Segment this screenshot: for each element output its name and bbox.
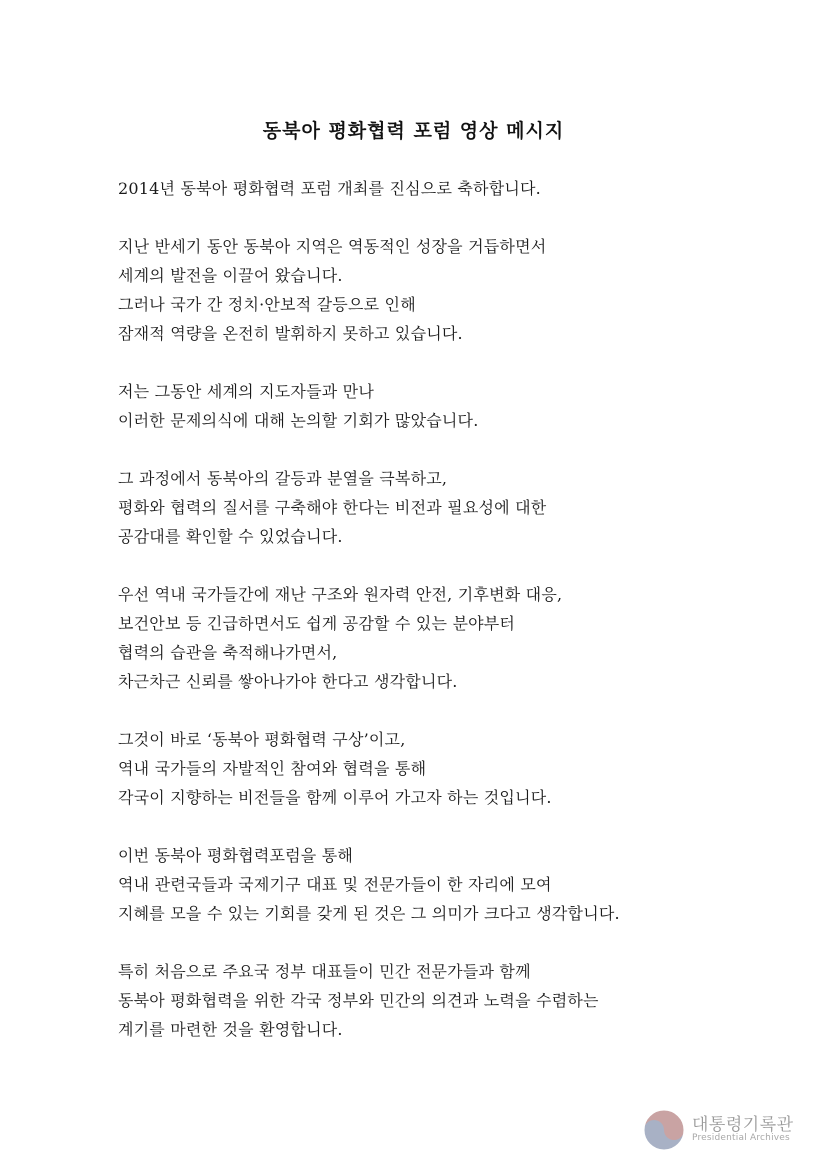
paragraph-2 [118,232,758,348]
text-line: 우선 역내 국가들간에 재난 구조와 원자력 안전, 기후변화 대응, [118,585,563,604]
text-line: 지난 반세기 동안 동북아 지역은 역동적인 성장을 거듭하면서 [118,237,547,256]
archives-label [692,1116,794,1145]
text-line: 이번 동북아 평화협력포럼을 통해 [118,846,354,865]
text-line: 저는 그동안 세계의 지도자들과 만나 [118,382,374,401]
text-line: 잠재적 역량을 온전히 발휘하지 못하고 있습니다. [118,324,463,343]
text-line: 특히 처음으로 주요국 정부 대표들이 민간 전문가들과 함께 [118,962,531,981]
presidential-archives-watermark [642,1106,812,1154]
paragraph-5 [118,580,758,696]
text-line: 차근차근 신뢰를 쌓아나가야 한다고 생각합니다. [118,672,458,691]
text-line: 계기를 마련한 것을 환영합니다. [118,1020,343,1039]
text-line: 2014년 동북아 평화협력 포럼 개최를 진심으로 축하합니다. [118,179,541,198]
paragraph-6 [118,725,758,812]
taegeuk-emblem-icon [642,1108,686,1152]
message-body [118,174,758,1073]
text-line: 평화와 협력의 질서를 구축해야 한다는 비전과 필요성에 대한 [118,498,547,517]
paragraph-7 [118,841,758,928]
text-line: 보건안보 등 긴급하면서도 쉽게 공감할 수 있는 분야부터 [118,614,516,633]
archives-name: 대통령기록관 [692,1114,794,1135]
paragraph-3 [118,377,758,435]
text-line: 이러한 문제의식에 대해 논의할 기회가 많았습니다. [118,411,479,430]
text-line: 역내 국가들의 자발적인 참여와 협력을 통해 [118,759,427,778]
document-title: 동북아 평화협력 포럼 영상 메시지 [262,120,565,142]
archives-subtitle: Presidential Archives [692,1133,790,1144]
text-line: 역내 관련국들과 국제기구 대표 및 전문가들이 한 자리에 모여 [118,875,552,894]
text-line: 각국이 지향하는 비전들을 함께 이루어 가고자 하는 것입니다. [118,788,552,807]
paragraph-8 [118,957,758,1044]
text-line: 그러나 국가 간 정치·안보적 갈등으로 인해 [118,295,416,314]
text-line: 그것이 바로 ‘동북아 평화협력 구상’이고, [118,730,406,749]
paragraph-1 [118,174,758,203]
text-line: 공감대를 확인할 수 있었습니다. [118,527,343,546]
text-line: 세계의 발전을 이끌어 왔습니다. [118,266,343,285]
text-line: 그 과정에서 동북아의 갈등과 분열을 극복하고, [118,469,448,488]
text-line: 협력의 습관을 축적해나가면서, [118,643,338,662]
text-line: 지혜를 모을 수 있는 기회를 갖게 된 것은 그 의미가 크다고 생각합니다. [118,904,620,923]
text-line: 동북아 평화협력을 위한 각국 정부와 민간의 의견과 노력을 수렴하는 [118,991,599,1010]
paragraph-4 [118,464,758,551]
